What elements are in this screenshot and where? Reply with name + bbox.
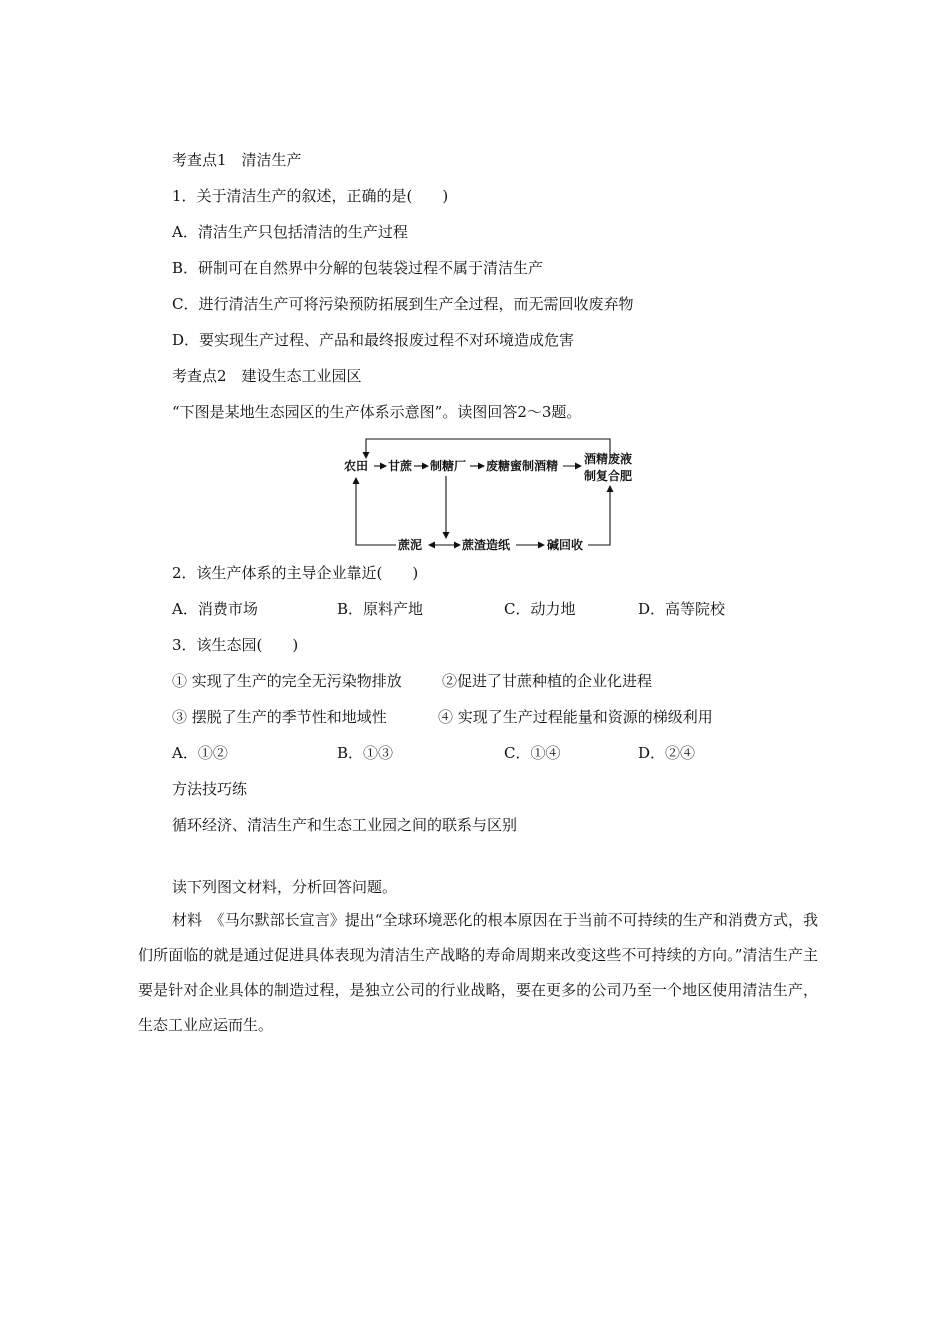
question-3-option-c: C．①④ [504, 744, 561, 762]
section-subheading: 循环经济、清洁生产和生态工业园之间的联系与区别 [172, 816, 518, 834]
question-3-option-b: B．①③ [337, 744, 394, 762]
question-1-option-b: B．研制可在自然界中分解的包装袋过程不属于清洁生产 [172, 259, 544, 277]
node-sugarcane: 甘蔗 [388, 459, 413, 473]
reading-instruction: 读下列图文材料，分析回答问题。 [172, 878, 398, 896]
section-heading-method-practice: 方法技巧练 [172, 780, 248, 798]
node-waste-liquid-line1: 酒精废液 [584, 452, 633, 466]
arrow-alkali-waste [588, 486, 610, 545]
node-farmland: 农田 [344, 459, 369, 473]
node-alkali-recovery: 碱回收 [547, 538, 584, 552]
question-3-option-a: A．①② [172, 744, 228, 762]
node-waste-liquid-line2: 制复合肥 [584, 469, 633, 483]
question-1-option-c: C．进行清洁生产可将污染预防拓展到生产全过程，而无需回收废弃物 [172, 295, 634, 313]
question-3-stem: 3．该生态园( ) [172, 636, 299, 654]
question-3-statement-1: ① 实现了生产的完全无污染物排放 [172, 672, 402, 690]
node-sugarcane-mud: 蔗泥 [398, 538, 423, 552]
node-bagasse-paper: 蔗渣造纸 [462, 538, 511, 552]
section-heading-clean-production: 考查点1 清洁生产 [172, 151, 302, 169]
material-paragraph: 材料 《马尔默部长宣言》提出“全球环境恶化的根本原因在于当前不可持续的生产和消费方式，我们所面临的就是通过促进具体表现为清洁生产战略的寿命周期来改变这些不可持续的方向。”清洁生产主要是针对企业具体的制造过程，是独立公司的行业战略，要在更多的公司乃至一个地区使用清洁生产，生态工业应运而生。 [138, 911, 818, 1034]
question-1-option-a: A．清洁生产只包括清洁的生产过程 [172, 223, 408, 241]
question-1-option-d: D．要实现生产过程、产品和最终报废过程不对环境造成危害 [172, 331, 575, 349]
question-3-statement-2: ②促进了甘蔗种植的企业化进程 [442, 672, 653, 690]
question-2-option-a: A．消费市场 [172, 600, 258, 618]
node-molasses-alcohol: 废糖蜜制酒精 [486, 459, 559, 473]
question-3-option-d: D．②④ [638, 744, 696, 762]
loop-line-top [366, 439, 610, 458]
section-heading-eco-park: 考查点2 建设生态工业园区 [172, 367, 362, 385]
question-2-option-b: B．原料产地 [337, 600, 424, 618]
question-3-statement-4: ④ 实现了生产过程能量和资源的梯级利用 [438, 708, 713, 726]
question-3-statement-3: ③ 摆脱了生产的季节性和地域性 [172, 708, 387, 726]
arrow-mud-farmland [356, 478, 396, 545]
question-2-option-d: D．高等院校 [638, 600, 726, 618]
question-2-option-c: C．动力地 [504, 600, 576, 618]
diagram-intro: “下图是某地生态园区的生产体系示意图”。读图回答2～3题。 [172, 403, 582, 421]
node-sugar-factory: 制糖厂 [430, 459, 467, 473]
question-1-stem: 1．关于清洁生产的叙述，正确的是( ) [172, 187, 449, 205]
question-2-stem: 2．该生产体系的主导企业靠近( ) [172, 564, 419, 582]
